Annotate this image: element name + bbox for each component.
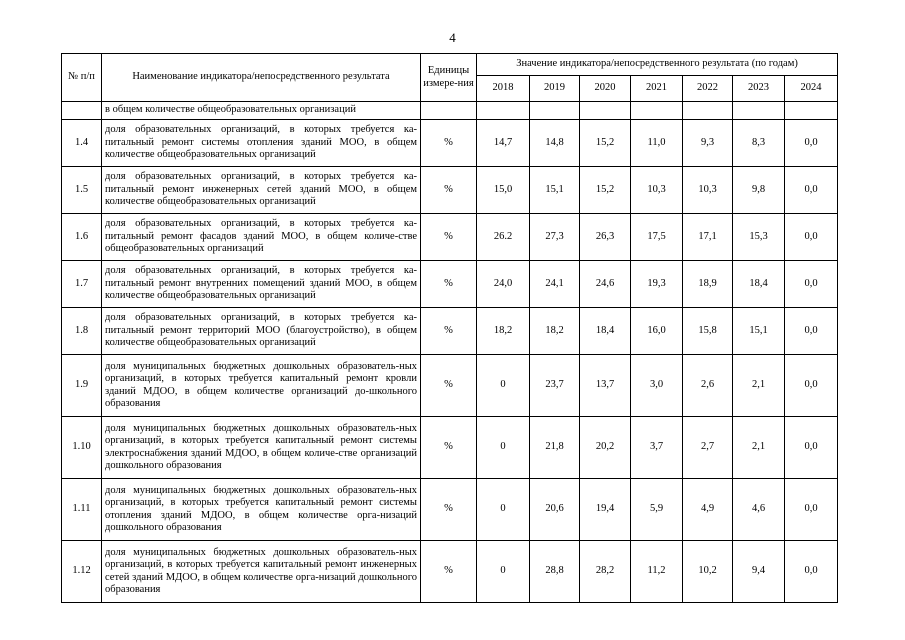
header-year: 2019	[530, 76, 580, 102]
indicator-value: 0	[477, 355, 530, 417]
row-number: 1.5	[62, 167, 102, 214]
indicator-value: 0,0	[785, 261, 838, 308]
indicator-name: в общем количестве общеобразовательных организаций	[102, 102, 421, 120]
indicator-value: 3,7	[631, 417, 683, 479]
indicator-value: 24,0	[477, 261, 530, 308]
indicator-value: 0,0	[785, 417, 838, 479]
table-row	[62, 261, 838, 308]
indicator-value: 8,3	[733, 120, 785, 167]
indicators-table	[61, 53, 838, 603]
indicator-value	[683, 102, 733, 120]
table-row	[62, 541, 838, 603]
indicator-name: доля образовательных организаций, в которых требуется ка-питальный ремонт фасадов зданий МОО, в общем количе-стве общеобразовательных организаций	[102, 214, 421, 261]
indicator-value: 20,6	[530, 479, 580, 541]
header-num: № п/п	[62, 54, 102, 102]
indicator-value: 15,1	[530, 167, 580, 214]
indicator-unit: %	[421, 261, 477, 308]
indicator-value: 18,9	[683, 261, 733, 308]
indicator-value	[530, 102, 580, 120]
row-number: 1.6	[62, 214, 102, 261]
indicator-value: 9,8	[733, 167, 785, 214]
indicator-value: 23,7	[530, 355, 580, 417]
indicator-value: 19,4	[580, 479, 631, 541]
indicator-value: 15,3	[733, 214, 785, 261]
indicator-value: 17,5	[631, 214, 683, 261]
indicator-value: 21,8	[530, 417, 580, 479]
indicator-value	[580, 102, 631, 120]
indicator-value: 18,4	[580, 308, 631, 355]
indicator-value: 28,2	[580, 541, 631, 603]
indicator-value: 4,9	[683, 479, 733, 541]
indicator-value: 0	[477, 417, 530, 479]
table-row	[62, 214, 838, 261]
header-unit: Единицы измере-ния	[421, 54, 477, 102]
indicator-name: доля муниципальных бюджетных дошкольных образователь-ных организаций, в которых требуется капитальный ремонт системы электроснабжения зданий МДОО, в общем количе-стве организаций дошкольного образования	[102, 417, 421, 479]
row-number: 1.4	[62, 120, 102, 167]
indicator-value: 18,2	[477, 308, 530, 355]
table-row	[62, 102, 838, 120]
header-year: 2024	[785, 76, 838, 102]
indicator-value: 27,3	[530, 214, 580, 261]
indicator-unit: %	[421, 214, 477, 261]
indicator-value: 26,3	[580, 214, 631, 261]
indicator-value: 24,6	[580, 261, 631, 308]
indicator-value: 0,0	[785, 541, 838, 603]
row-number: 1.11	[62, 479, 102, 541]
indicator-value: 18,4	[733, 261, 785, 308]
indicator-value: 10,2	[683, 541, 733, 603]
table-row	[62, 120, 838, 167]
table-row	[62, 308, 838, 355]
indicator-value: 26.2	[477, 214, 530, 261]
indicator-value: 19,3	[631, 261, 683, 308]
indicator-name: доля муниципальных бюджетных дошкольных образователь-ных организаций, в которых требуется капитальный ремонт кровли зданий МДОО, в общем количестве организаций до-школьного образования	[102, 355, 421, 417]
indicator-value: 9,4	[733, 541, 785, 603]
indicator-value: 15,1	[733, 308, 785, 355]
indicator-value: 20,2	[580, 417, 631, 479]
indicator-value: 5,9	[631, 479, 683, 541]
indicator-unit: %	[421, 120, 477, 167]
indicator-value: 0,0	[785, 308, 838, 355]
indicator-value: 13,7	[580, 355, 631, 417]
indicator-unit: %	[421, 541, 477, 603]
indicator-unit: %	[421, 417, 477, 479]
header-year: 2021	[631, 76, 683, 102]
page-number: 4	[449, 30, 456, 45]
indicator-value: 3,0	[631, 355, 683, 417]
indicator-value: 15,2	[580, 167, 631, 214]
indicator-value	[785, 102, 838, 120]
indicator-unit	[421, 102, 477, 120]
indicator-value: 16,0	[631, 308, 683, 355]
indicator-value: 15,0	[477, 167, 530, 214]
indicator-value: 11,0	[631, 120, 683, 167]
indicator-unit: %	[421, 479, 477, 541]
indicator-name: доля муниципальных бюджетных дошкольных образователь-ных организаций, в которых требуется капитальный ремонт инженерных сетей зданий МДОО, в общем количестве орга-низаций дошкольного образования	[102, 541, 421, 603]
indicator-value: 0,0	[785, 167, 838, 214]
table-row	[62, 167, 838, 214]
indicator-value: 9,3	[683, 120, 733, 167]
row-number	[62, 102, 102, 120]
indicator-value: 24,1	[530, 261, 580, 308]
indicator-value: 14,8	[530, 120, 580, 167]
indicator-value	[477, 102, 530, 120]
indicator-value: 0,0	[785, 479, 838, 541]
indicator-value: 4,6	[733, 479, 785, 541]
row-number: 1.10	[62, 417, 102, 479]
row-number: 1.8	[62, 308, 102, 355]
indicator-value: 10,3	[683, 167, 733, 214]
indicator-name: доля муниципальных бюджетных дошкольных образователь-ных организаций, в которых требуется капитальный ремонт системы отопления зданий МДОО, в общем количестве орга-низаций дошкольного образования	[102, 479, 421, 541]
indicator-value: 2,6	[683, 355, 733, 417]
indicator-value	[631, 102, 683, 120]
row-number: 1.12	[62, 541, 102, 603]
indicator-name: доля образовательных организаций, в которых требуется ка-питальный ремонт внутренних помещений зданий МОО, в общем количестве общеобразовательных организаций	[102, 261, 421, 308]
indicator-value: 2,7	[683, 417, 733, 479]
indicator-value: 15,8	[683, 308, 733, 355]
header-year: 2020	[580, 76, 631, 102]
header-name: Наименование индикатора/непосредственного результата	[102, 54, 421, 102]
indicator-value: 0	[477, 479, 530, 541]
indicator-value	[733, 102, 785, 120]
row-number: 1.9	[62, 355, 102, 417]
indicator-value: 28,8	[530, 541, 580, 603]
indicator-name: доля образовательных организаций, в которых требуется ка-питальный ремонт системы отопления зданий МОО, в общем количестве общеобразовательных организаций	[102, 120, 421, 167]
indicator-unit: %	[421, 308, 477, 355]
header-year: 2022	[683, 76, 733, 102]
indicator-value: 0,0	[785, 120, 838, 167]
indicator-value: 14,7	[477, 120, 530, 167]
table-row	[62, 355, 838, 417]
indicator-value: 0,0	[785, 355, 838, 417]
indicator-unit: %	[421, 355, 477, 417]
indicator-value: 18,2	[530, 308, 580, 355]
indicator-value: 0	[477, 541, 530, 603]
indicator-value: 15,2	[580, 120, 631, 167]
table-row	[62, 417, 838, 479]
indicator-value: 0,0	[785, 214, 838, 261]
header-year: 2018	[477, 76, 530, 102]
indicator-value: 10,3	[631, 167, 683, 214]
indicator-value: 2,1	[733, 417, 785, 479]
indicator-value: 2,1	[733, 355, 785, 417]
row-number: 1.7	[62, 261, 102, 308]
indicator-value: 11,2	[631, 541, 683, 603]
indicator-value: 17,1	[683, 214, 733, 261]
indicator-unit: %	[421, 167, 477, 214]
indicator-name: доля образовательных организаций, в которых требуется ка-питальный ремонт территорий МОО (благоустройство), в общем количестве общеобразовательных организаций	[102, 308, 421, 355]
indicator-name: доля образовательных организаций, в которых требуется ка-питальный ремонт инженерных сетей зданий МОО, в общем количестве общеобразовательных организаций	[102, 167, 421, 214]
header-year: 2023	[733, 76, 785, 102]
table-row	[62, 479, 838, 541]
header-values: Значение индикатора/непосредственного результата (по годам)	[477, 54, 838, 76]
